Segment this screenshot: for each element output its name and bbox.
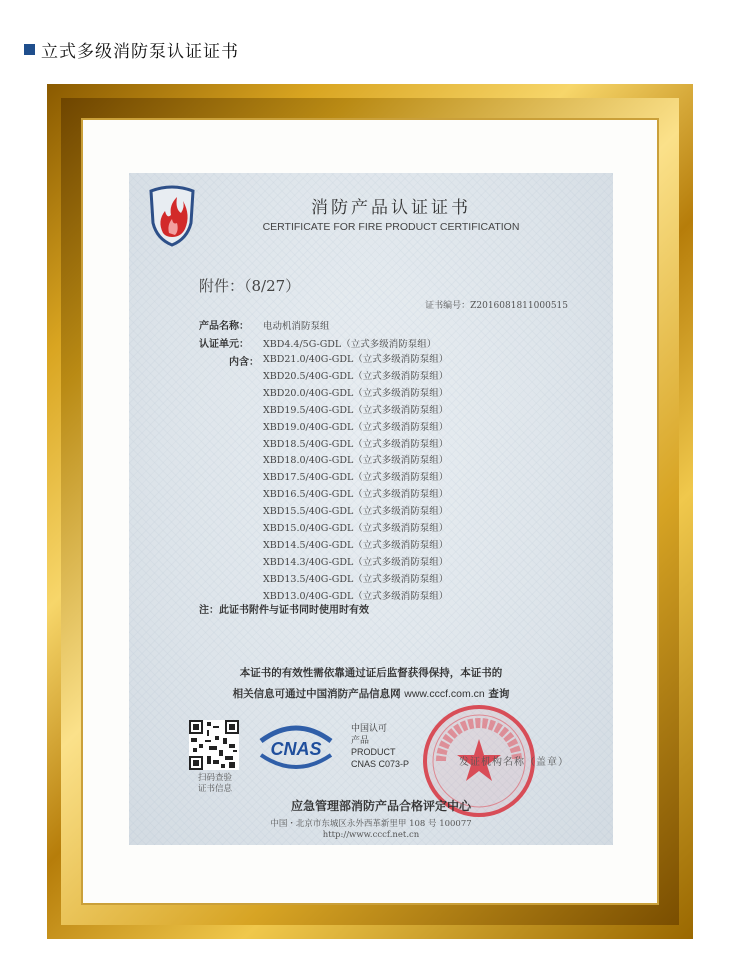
- list-item: XBD16.5/40G-GDL（立式多级消防泵组）: [263, 489, 449, 501]
- list-item: XBD15.0/40G-GDL（立式多级消防泵组）: [263, 523, 449, 535]
- qr-code-icon: [189, 720, 239, 770]
- attachment-label: 附件：（8/27）: [199, 277, 301, 295]
- list-item: XBD15.5/40G-GDL（立式多级消防泵组）: [263, 506, 449, 518]
- certificate-number: 证书编号：Z2016081811000515: [425, 301, 568, 311]
- product-name-label: 产品名称：: [199, 321, 249, 332]
- certificate-subtitle: CERTIFICATE FOR FIRE PRODUCT CERTIFICATION: [262, 221, 520, 233]
- certificate-document: [129, 173, 613, 845]
- list-item: XBD19.5/40G-GDL（立式多级消防泵组）: [263, 404, 449, 416]
- cnas-accreditation-text: 中国认可 产品 PRODUCT CNAS C073-P: [351, 723, 410, 769]
- unit-label: 认证单元：: [199, 339, 249, 350]
- heading-square-icon: [24, 44, 35, 55]
- certificate-title: 消防产品认证证书: [311, 198, 471, 218]
- page-heading: [24, 38, 239, 60]
- qr-caption: 扫码查验 证书信息: [197, 773, 232, 794]
- validity-line-2: 相关信息可通过中国消防产品信息网 www.cccf.com.cn 查询: [232, 688, 510, 700]
- list-item: XBD18.0/40G-GDL（立式多级消防泵组）: [263, 455, 449, 467]
- seal-caption: 发证机构名称（盖章）: [459, 757, 569, 768]
- issuing-authority: 应急管理部消防产品合格评定中心: [290, 799, 471, 813]
- validity-url: www.cccf.com.cn: [404, 688, 485, 700]
- page-title: 立式多级消防泵认证证书: [41, 41, 239, 62]
- unit-value: XBD4.4/5G-GDL（立式多级消防泵组）: [263, 339, 437, 350]
- svg-text:CNAS: CNAS: [270, 739, 322, 759]
- list-item: XBD21.0/40G-GDL（立式多级消防泵组）: [263, 354, 449, 365]
- includes-label: 内含：: [229, 357, 259, 368]
- list-item: XBD14.5/40G-GDL（立式多级消防泵组）: [263, 539, 449, 551]
- list-item: XBD13.5/40G-GDL（立式多级消防泵组）: [263, 573, 449, 585]
- list-item: XBD17.5/40G-GDL（立式多级消防泵组）: [263, 472, 449, 484]
- list-item: XBD20.5/40G-GDL（立式多级消防泵组）: [263, 370, 449, 382]
- product-name-value: 电动机消防泵组: [263, 321, 330, 332]
- issuer-address: 中国・北京市东城区永外西革新里甲 108 号 100077: [270, 819, 472, 829]
- cnas-logo-icon: [255, 721, 337, 771]
- validity-line-1: 本证书的有效性需依靠通过证后监督获得保持，本证书的: [239, 667, 503, 679]
- model-list: [263, 352, 448, 606]
- issuer-website: http://www.cccf.net.cn: [322, 830, 420, 840]
- validity-note: 注：此证书附件与证书同时使用时有效: [199, 605, 369, 616]
- list-item: XBD13.0/40G-GDL（立式多级消防泵组）: [263, 590, 449, 602]
- list-item: XBD18.5/40G-GDL（立式多级消防泵组）: [263, 438, 449, 450]
- list-item: XBD14.3/40G-GDL（立式多级消防泵组）: [263, 556, 449, 568]
- validity-statement: [129, 663, 613, 705]
- list-item: XBD20.0/40G-GDL（立式多级消防泵组）: [263, 387, 449, 399]
- list-item: XBD19.0/40G-GDL（立式多级消防泵组）: [263, 421, 449, 433]
